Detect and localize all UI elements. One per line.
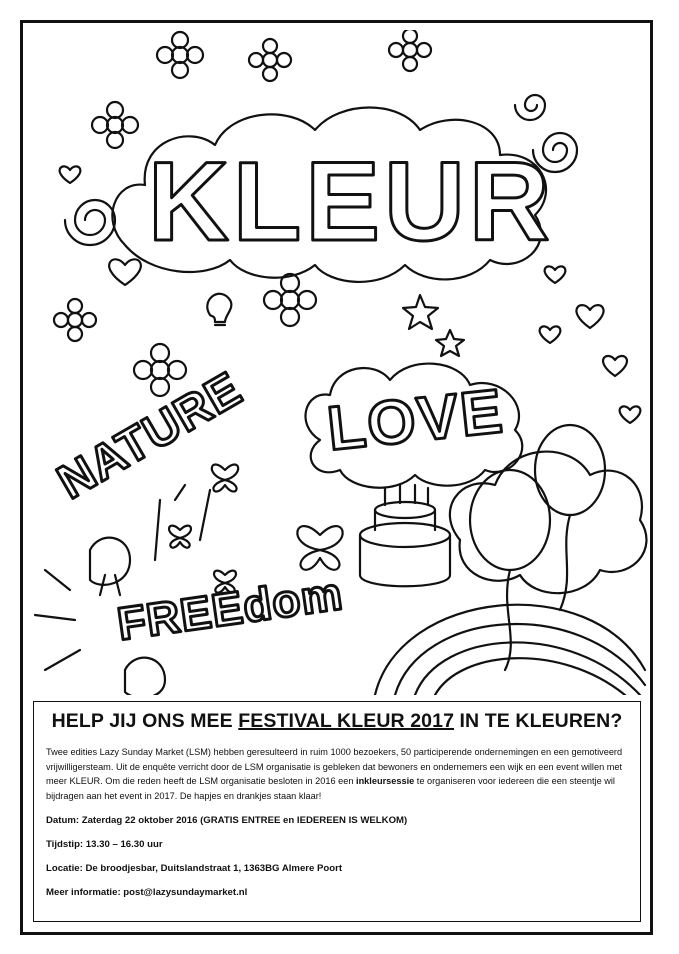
more-info-line: Meer informatie: post@lazysundaymarket.nl: [46, 887, 248, 899]
right-cloud: [450, 452, 647, 594]
intro-bold: inkleursessie: [356, 776, 415, 787]
headline-highlight: FESTIVAL KLEUR 2017: [238, 710, 455, 732]
info-box: [33, 701, 641, 922]
headline: [46, 710, 628, 733]
star-icon: [403, 295, 438, 329]
intro-text-2: te organiseren voor iedereen die een steentje wil bijdragen aan het event in 2017. De hapjes en drankjes staan klaar!: [46, 776, 615, 801]
spiral-left: [65, 200, 115, 245]
cake: [360, 485, 450, 586]
balloon-2: [535, 425, 605, 515]
time-line: Tijdstip: 13.30 – 16.30 uur: [46, 839, 163, 851]
date-line: Datum: Zaterdag 22 oktober 2016 (GRATIS ENTREE en IEDEREEN IS WELKOM): [46, 815, 408, 827]
bird-bottom: [125, 658, 165, 695]
kleur-word: KLEUR: [148, 139, 554, 264]
bird-top: [90, 538, 130, 595]
headline-part2: IN TE KLEUREN?: [454, 710, 623, 732]
love-word: LOVE: [324, 376, 508, 464]
coloring-illustration: [30, 30, 649, 695]
coloring-page-drawing: [30, 30, 649, 695]
intro-text-1: Twee edities Lazy Sunday Market (LSM) hebben geresulteerd in ruim 1000 bezoekers, 50 participerende ondernemingen en een gemotiveerd vrijwilligersteam. Uit de enquête verricht door de LSM organisatie is gebleken dat bewoners en ondernemers een wijk en een event willen met meer KLEUR. Om die reden heeft de LSM organisatie besloten in 2016 een: [46, 747, 623, 787]
location-line: Locatie: De broodjesbar, Duitslandstraat 1, 1363BG Almere Poort: [46, 863, 343, 875]
intro-paragraph: [46, 745, 628, 803]
nature-word: NATURE: [49, 362, 251, 510]
headline-part1: HELP JIJ ONS MEE: [51, 710, 239, 732]
freedom-word: FREEdom: [114, 566, 346, 650]
lightbulb-icon: [207, 294, 231, 325]
